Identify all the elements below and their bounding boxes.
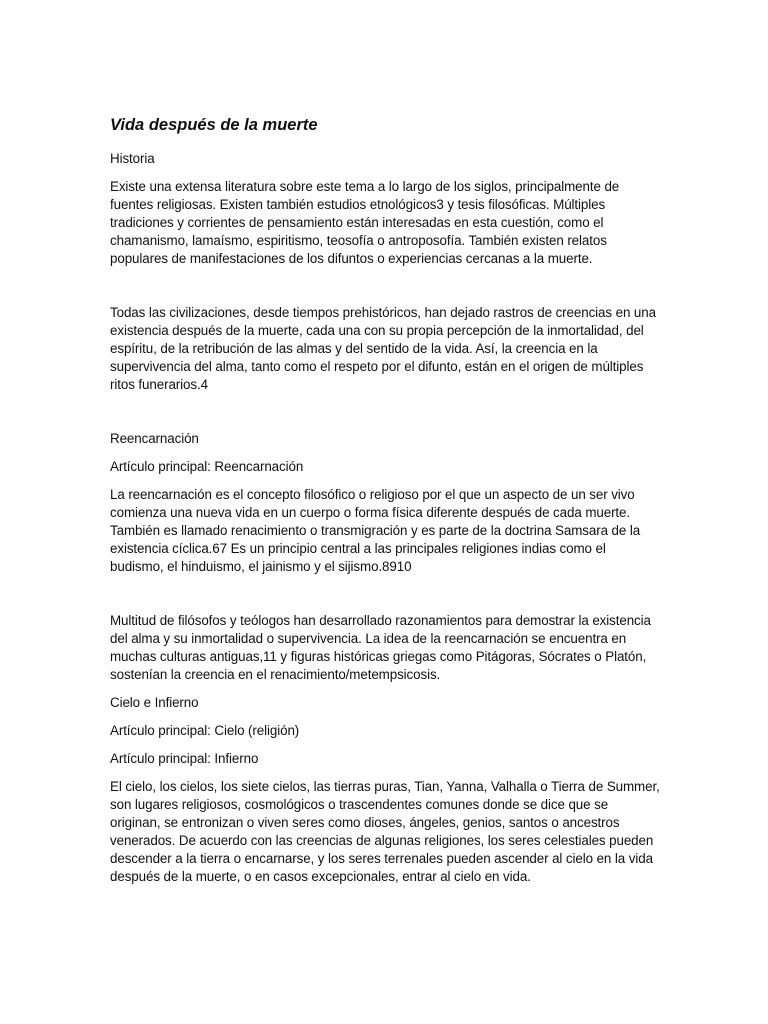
main-article-reference-infierno: Artículo principal: Infierno: [110, 751, 259, 766]
spacer: [110, 404, 662, 430]
main-article-reference-cielo: Artículo principal: Cielo (religión): [110, 723, 300, 738]
paragraph-reencarnacion-2: Multitud de filósofos y teólogos han desarrollado razonamientos para demostrar la existencia del alma y su inmortalidad o supervivencia. La idea de la reencarnación se encuentra en muchas culturas antiguas,11 y figuras históricas griegas como Pitágoras, Sócrates o Platón, sostenían la creencia en el renacimiento/metempsicosis.: [110, 613, 651, 682]
main-article-reference-reencarnacion: Artículo principal: Reencarnación: [110, 459, 304, 474]
paragraph-cielo-infierno: El cielo, los cielos, los siete cielos, las tierras puras, Tian, Yanna, Valhalla o Tierra de Summer, son lugares religiosos, cosmológicos o trascendentes comunes donde se dice que se originan, se entronizan o viven seres como dioses, ángeles, genios, santos o ancestros venerados. De acuerdo con las creencias de algunas religiones, los seres celestiales pueden descender a la tierra o encarnarse, y los seres terrenales pueden ascender al cielo en la vida después de la muerte, o en casos excepcionales, entrar al cielo en vida.: [110, 779, 660, 884]
paragraph-reencarnacion-1: La reencarnación es el concepto filosófico o religioso por el que un aspecto de un ser vivo comienza una nueva vida en un cuerpo o forma física diferente después de cada muerte. También es llamado renacimiento o transmigración y es parte de la doctrina Samsara de la existencia cíclica.67 Es un principio central a las principales religiones indias como el budismo, el hinduismo, el jainismo y el sijismo.8910: [110, 487, 641, 574]
spacer: [110, 278, 662, 304]
document-body: [110, 114, 662, 896]
paragraph-historia-1: Existe una extensa literatura sobre este tema a lo largo de los siglos, principalmente de fuentes religiosas. Existen también estudios etnológicos3 y tesis filosóficas. Múltiples tradiciones y corrientes de pensamiento están interesadas en esta cuestión, como el chamanismo, lamaísmo, espiritismo, teosofía o antroposofía. También existen relatos populares de manifestaciones de los difuntos o experiencias cercanas a la muerte.: [110, 179, 620, 266]
section-heading-historia: Historia: [110, 151, 155, 166]
section-heading-cielo-infierno: Cielo e Infierno: [110, 695, 199, 710]
document-title: Vida después de la muerte: [110, 116, 318, 134]
section-heading-reencarnacion: Reencarnación: [110, 431, 199, 446]
spacer: [110, 586, 662, 612]
paragraph-historia-2: Todas las civilizaciones, desde tiempos prehistóricos, han dejado rastros de creencias en una existencia después de la muerte, cada una con su propia percepción de la inmortalidad, del espíritu, de la retribución de las almas y del sentido de la vida. Así, la creencia en la supervivencia del alma, tanto como el respeto por el difunto, están en el origen de múltiples ritos funerarios.4: [110, 305, 656, 392]
